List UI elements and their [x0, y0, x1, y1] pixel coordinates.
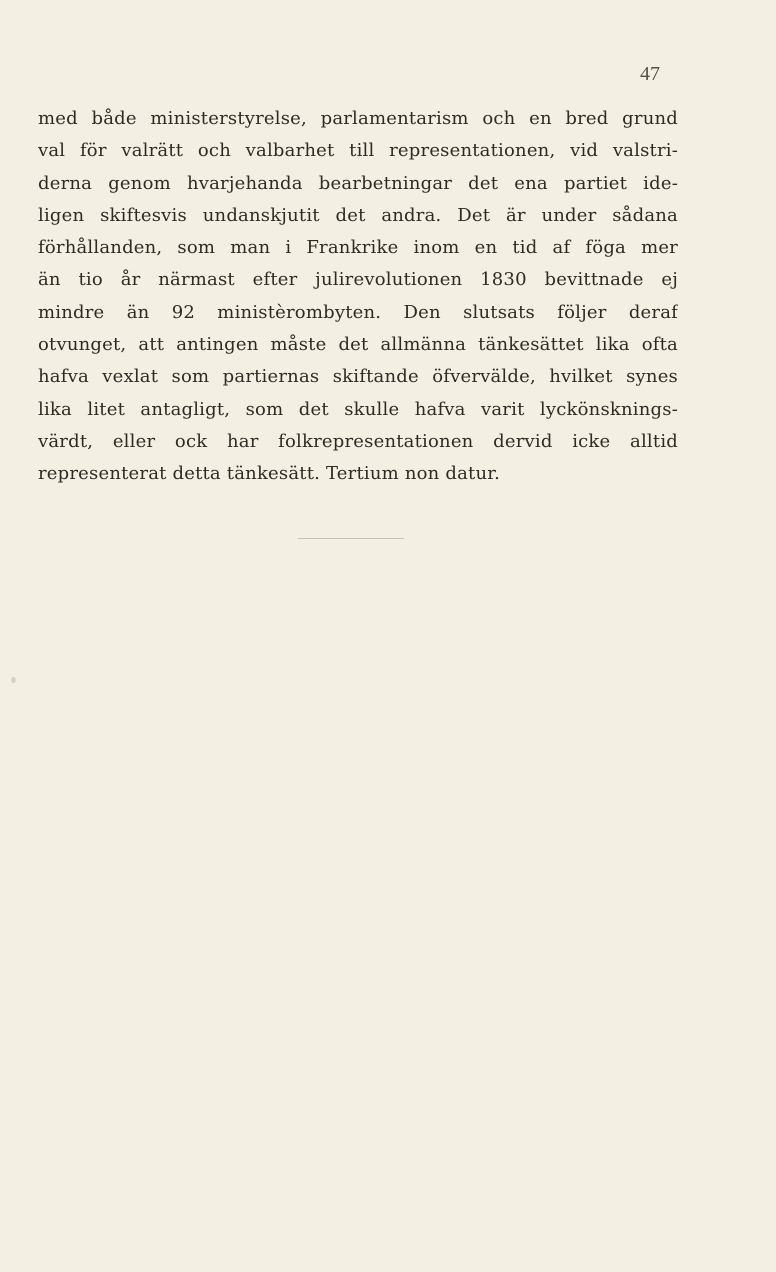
text-line: val för valrätt och valbarhet till representationen, vid valstri- [38, 140, 678, 162]
text-line: förhållanden, som man i Frankrike inom en tid af föga mer [38, 237, 678, 259]
text-line: än tio år närmast efter julirevolutionen 1830 bevittnade ej [38, 269, 678, 291]
text-line: lika litet antagligt, som det skulle hafva varit lyckönsknings- [38, 398, 678, 420]
paragraph [38, 103, 678, 491]
text-line: ligen skiftesvis undanskjutit det andra. Det är under sådana [38, 204, 678, 226]
text-line: värdt, eller ock har folkrepresentationen dervid icke alltid [38, 430, 678, 452]
text-line: med både ministerstyrelse, parlamentarism och en bred grund [38, 108, 678, 129]
text-line: hafva vexlat som partiernas skiftande öfvervälde, hvilket synes [38, 366, 678, 388]
text-line: otvunget, att antingen måste det allmänna tänkesättet lika ofta [38, 334, 678, 356]
text-line: mindre än 92 ministèrombyten. Den slutsats följer deraf [38, 301, 678, 323]
text-line-last: representerat detta tänkesätt. Tertium non datur. [38, 463, 500, 485]
text-line: derna genom hvarjehanda bearbetningar det ena partiet ide- [38, 172, 678, 194]
section-divider [298, 538, 404, 539]
page-number: 47 [640, 63, 660, 85]
paper-speck [11, 677, 16, 683]
